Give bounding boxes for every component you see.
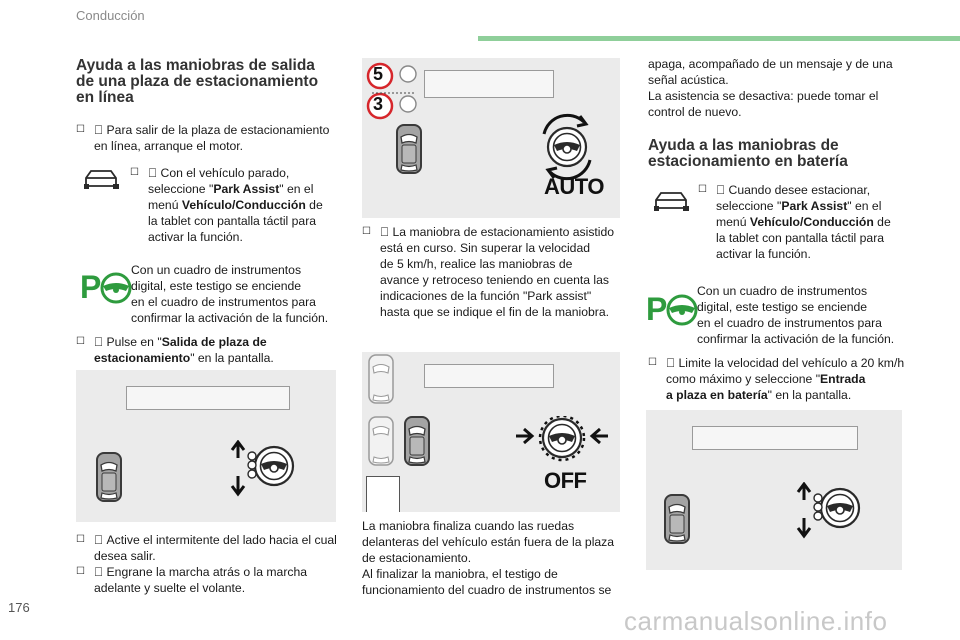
park-assist-p-icon [646,290,702,330]
steering-wheel-icon [224,440,324,500]
auto-steering-icon [532,112,602,182]
steering-wheel-icon [790,482,890,542]
instrument-indicator-text: Con un cuadro de instrumentos digital, este testigo se enciende en el cuadro de instrumentos para confirmar la activación de la función. [131,263,329,325]
parked-car-ghost [368,354,394,406]
auto-illustration [362,58,620,218]
step-3-badge: 3 [373,94,384,114]
bullets-final [76,532,338,596]
screen-display [126,386,290,410]
bullet-marker: ☐ [648,357,657,368]
car-top-icon [96,452,122,504]
header-accent-bar [478,36,960,41]
bullet-maneuver-in-progress: ☐ La maniobra de estacionamiento asistido está en curso. Sin superar la velocidad de 5 km/h, realice las maniobras de avance y retroceso teniendo en cuenta las indicaciones de la función "Park assist" hasta que se indique el fin de la maniobra. [362,225,615,319]
bullet-exit-selection: ☐ Pulse en "Salida de plaza de estacionamiento" en la pantalla. [76,335,274,365]
car-menu-instruction: ☐ Con el vehículo parado, seleccione "Park Assist" en el menú Vehículo/Conducción de la tablet con pantalla táctil para activar la función. [130,166,323,244]
dashboard-car-icon [654,190,690,214]
bullet-gear: ☐ Engrane la marcha atrás o la marcha adelante y suelte el volante. [76,565,308,595]
exit-illustration [76,370,336,522]
section-title-exit: Ayuda a las maniobras de salida de una plaza de estacionamiento en línea [76,57,319,106]
bullet-marker: ☐ [76,336,85,347]
bullet-indicator: ☐ Active el intermitente del lado hacia el cual desea salir. [76,533,337,563]
bullet-marker: ☐ [76,124,85,135]
screen-display [424,70,554,98]
car-top-icon [396,124,422,176]
car-top-icon [664,494,690,546]
bullet-start-engine: ☐ Para salir de la plaza de estacionamiento en línea, arranque el motor. [76,123,330,153]
watermark: carmanualsonline.info [624,606,888,636]
off-steering-icon [512,416,612,466]
step-5-badge: 5 [373,64,384,84]
page-number: 176 [8,600,30,615]
parked-car-ghost [368,416,394,468]
instrument-indicator-text: Con un cuadro de instrumentos digital, este testigo se enciende en el cuadro de instrumentos para confirmar la activación de la función. [697,284,895,346]
park-assist-p-icon [80,268,136,308]
column-3-continuation: apaga, acompañado de un mensaje y de una señal acústica. La asistencia se desactiva: puede tomar el control de nuevo. [648,57,893,119]
maneuver-end-text: La maniobra finaliza cuando las ruedas delanteras del vehículo están fuera de la plaza de estacionamiento. Al finalizar la maniobra, el testigo de funcionamiento del cuadro de instrumentos se [362,519,615,597]
screen-display [692,426,858,450]
bullet-marker: ☐ [698,184,707,195]
bullet-marker: ☐ [362,226,371,237]
off-illustration [362,352,620,512]
entry-illustration [646,410,902,570]
bullet-marker: ☐ [130,167,139,178]
bullet-speed-limit: ☐ Limite la velocidad del vehículo a 20 km/h como máximo y seleccione "Entrada a plaza en batería" en la pantalla. [648,356,905,402]
section-title-perpendicular: Ayuda a las maniobras de estacionamiento en batería [648,137,848,170]
dashboard-car-icon [84,168,120,192]
off-label: OFF [544,468,587,493]
column-1 [76,58,338,154]
bullet-marker: ☐ [76,566,85,577]
parking-space [366,476,400,512]
screen-display [424,364,554,388]
bullet-marker: ☐ [76,534,85,545]
section-header: Conducción [76,8,145,23]
auto-label: AUTO [544,174,604,199]
car-menu-instruction: ☐ Cuando desee estacionar, seleccione "Park Assist" en el menú Vehículo/Conducción de la tablet con pantalla táctil para activar la función. [698,183,891,261]
car-top-icon [404,416,430,468]
